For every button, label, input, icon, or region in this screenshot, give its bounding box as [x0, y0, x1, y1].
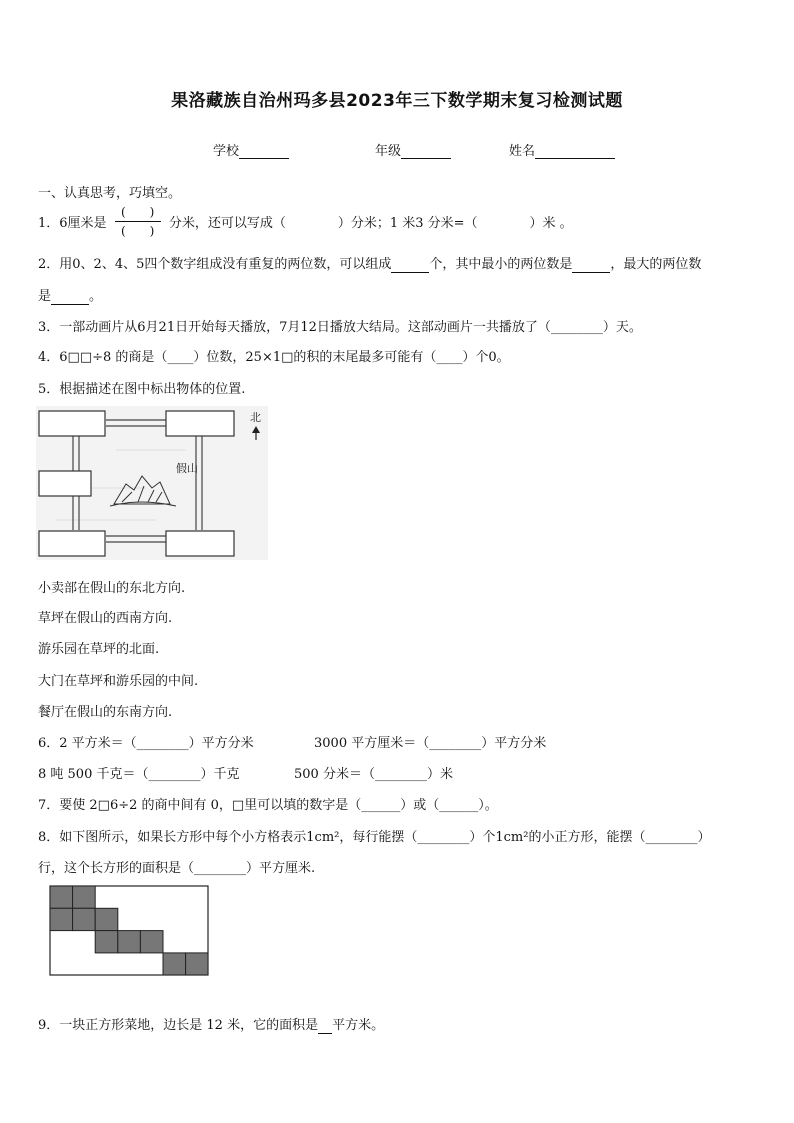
- q2-blank-count[interactable]: [391, 257, 429, 273]
- q2-text-d: 是: [38, 289, 52, 304]
- question-5: 5．根据描述在图中标出物体的位置.: [38, 382, 246, 397]
- location-map-figure: [36, 406, 268, 560]
- q9-text-a: 9．一块正方形菜地，边长是 12 米，它的面积是: [38, 1018, 319, 1033]
- unit-square: [95, 908, 118, 930]
- question-2: [38, 253, 701, 273]
- school-blank[interactable]: [239, 144, 289, 159]
- unit-square: [95, 931, 118, 953]
- q5-line-5: 餐厅在假山的东南方向.: [38, 705, 173, 720]
- fraction-denominator[interactable]: ( ): [121, 224, 155, 238]
- unit-square: [163, 953, 186, 975]
- question-6-d: 500 分米＝（________）米: [294, 767, 453, 782]
- unit-square: [50, 908, 73, 930]
- q2-text-e: 。: [89, 289, 103, 304]
- q5-line-2: 草坪在假山的西南方向.: [38, 611, 173, 626]
- question-6-b: 3000 平方厘米＝（________）平方分米: [314, 736, 547, 751]
- question-7: 7．要使 2□6÷2 的商中间有 0，□里可以填的数字是（______）或（______）。: [38, 798, 498, 813]
- school-label: 学校: [213, 144, 240, 159]
- fraction-bar: [115, 221, 161, 222]
- q2-text-a: 2．用0、2、4、5四个数字组成没有重复的两位数，可以组成: [38, 257, 392, 272]
- unit-square: [118, 931, 141, 953]
- question-3: 3．一部动画片从6月21日开始每天播放，7月12日播放大结局。这部动画片一共播放了（________）天。: [38, 320, 642, 335]
- question-8-line-1: 8．如下图所示，如果长方形中每个小方格表示1cm²，每行能摆（________）个1cm²的小正方形，能摆（________）: [38, 830, 711, 845]
- q1-text-a: 1．6厘米是: [38, 216, 107, 231]
- unit-square: [186, 953, 208, 975]
- q2-blank-min[interactable]: [572, 257, 610, 273]
- question-9: [38, 1014, 384, 1034]
- q5-line-3: 游乐园在草坪的北面.: [38, 642, 160, 657]
- question-2-cont: [38, 285, 102, 305]
- question-1: [38, 204, 573, 244]
- unit-square: [140, 931, 163, 953]
- area-grid-figure: [49, 885, 210, 977]
- page-title: 果洛藏族自治州玛多县2023年三下数学期末复习检测试题: [171, 91, 623, 111]
- q9-blank[interactable]: [318, 1018, 332, 1034]
- map-box-bottom-left[interactable]: [39, 531, 105, 556]
- q2-text-c: ，最大的两位数: [610, 257, 702, 272]
- north-label: 北: [250, 411, 261, 424]
- grade-label: 年级: [375, 144, 402, 159]
- q2-text-b: 个，其中最小的两位数是: [429, 257, 573, 272]
- grade-field[interactable]: [375, 140, 451, 159]
- q1-text-b: 分米，还可以写成（ ）分米；1 米3 分米=（ ）米 。: [168, 216, 573, 231]
- name-label: 姓名: [509, 144, 536, 159]
- q5-line-1: 小卖部在假山的东北方向.: [38, 581, 186, 596]
- name-blank[interactable]: [535, 144, 615, 159]
- fraction-numerator[interactable]: ( ): [121, 205, 155, 219]
- grade-blank[interactable]: [401, 144, 451, 159]
- question-8-line-2: 行，这个长方形的面积是（________）平方厘米.: [38, 861, 316, 876]
- question-4: 4．6□□÷8 的商是（____）位数，25×1□的积的末尾最多可能有（____）个0。: [38, 350, 510, 365]
- map-box-bottom-right[interactable]: [166, 531, 234, 556]
- school-field[interactable]: [213, 140, 289, 159]
- map-box-middle-left[interactable]: [39, 471, 91, 496]
- unit-square: [73, 886, 96, 908]
- hill-label: 假山: [176, 462, 198, 475]
- map-box-top-right[interactable]: [166, 411, 234, 436]
- unit-square: [50, 886, 73, 908]
- name-field[interactable]: [509, 140, 615, 159]
- map-box-top-left[interactable]: [39, 411, 105, 436]
- fraction-blank[interactable]: [115, 204, 161, 239]
- unit-square: [73, 908, 96, 930]
- q9-text-b: 平方米。: [332, 1018, 385, 1033]
- question-6-c: 8 吨 500 千克＝（________）千克: [38, 767, 240, 782]
- q2-blank-max[interactable]: [51, 289, 89, 305]
- question-6-a: 6．2 平方米＝（________）平方分米: [38, 736, 254, 751]
- section-heading: 一、认真思考，巧填空。: [38, 186, 182, 201]
- q5-line-4: 大门在草坪和游乐园的中间.: [38, 674, 199, 689]
